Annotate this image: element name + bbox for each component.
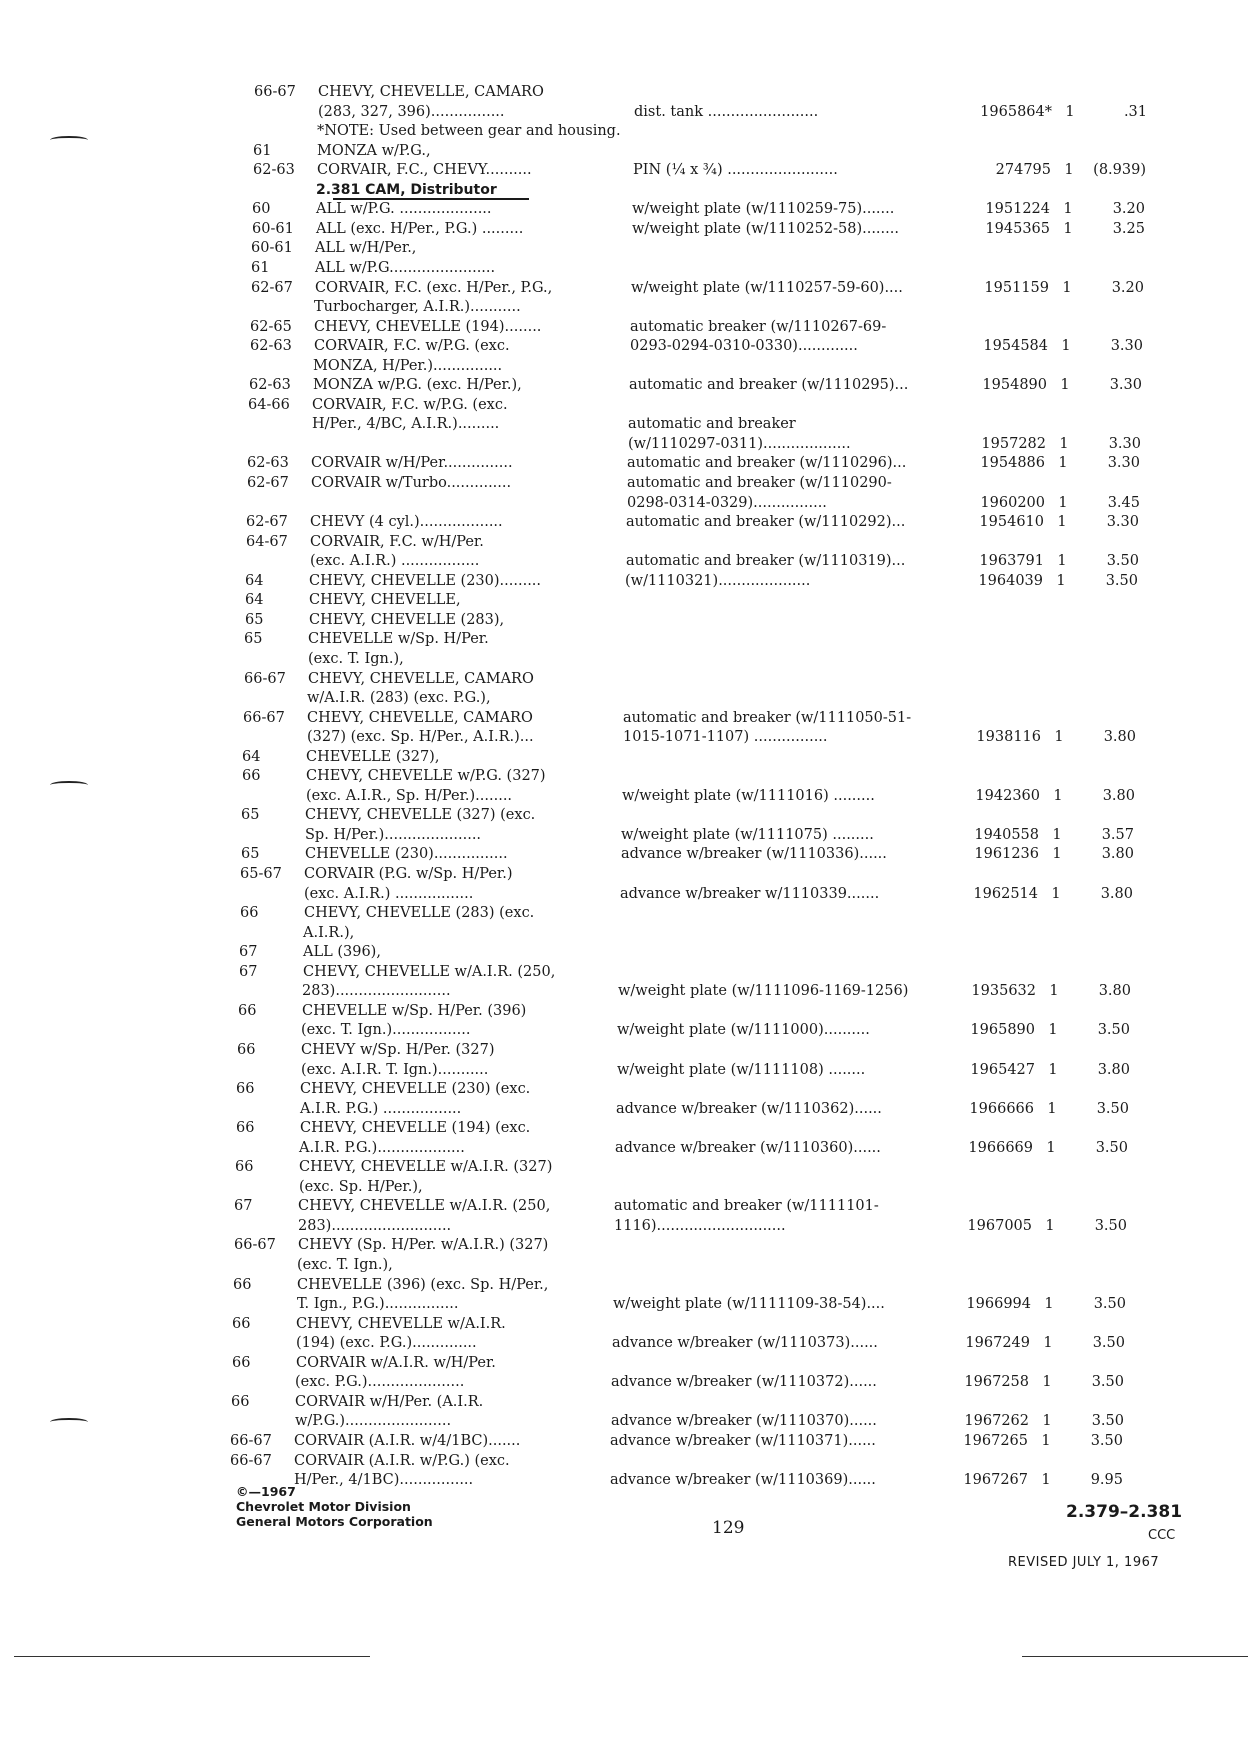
row-part-description: PIN (¼ x ¾) ........................ [633, 162, 838, 179]
row-part-description: automatic and breaker (w/1110319)... [626, 553, 906, 570]
row-description: (exc. T. Ign.), [308, 650, 404, 667]
row-price: 3.50 [1096, 1100, 1129, 1117]
row-price: 3.20 [1111, 279, 1144, 296]
row-year: 65-67 [240, 866, 282, 882]
row-price: 3.80 [1103, 729, 1136, 746]
row-part-number: 1964039 [978, 572, 1043, 589]
row-part-number: 1965427 [970, 1061, 1035, 1078]
row-price: 3.30 [1107, 455, 1140, 472]
row-description: CHEVELLE (327), [306, 748, 440, 765]
row-year: 62-67 [247, 475, 289, 491]
row-price: 3.50 [1091, 1374, 1124, 1391]
row-description: (exc. Sp. H/Per.), [299, 1178, 423, 1195]
row-part-number: 1954610 [979, 514, 1044, 531]
row-description: CHEVY, CHEVELLE, CAMARO [318, 84, 544, 100]
row-part-number: 1963791 [979, 553, 1044, 570]
row-description: CHEVELLE w/Sp. H/Per. (396) [302, 1002, 527, 1019]
row-year: 60-61 [251, 240, 293, 257]
row-price: 3.57 [1101, 826, 1134, 843]
row-quantity: 1 [1043, 1335, 1053, 1352]
row-quantity: 1 [1062, 279, 1072, 296]
row-description: w/A.I.R. (283) (exc. P.G.), [307, 690, 491, 707]
row-part-description: w/weight plate (w/1110252-58)........ [632, 220, 899, 237]
row-year: 66 [231, 1393, 250, 1410]
row-part-description: 0293-0294-0310-0330)............. [630, 338, 858, 355]
row-quantity: 1 [1058, 494, 1068, 511]
row-part-number: 1961236 [974, 846, 1039, 863]
row-description: ALL (396), [303, 944, 381, 961]
row-description: A.I.R.), [303, 924, 355, 941]
row-description: CORVAIR w/H/Per............... [311, 455, 513, 472]
row-year: 66 [232, 1354, 251, 1371]
row-price: 3.50 [1095, 1139, 1128, 1156]
row-quantity: 1 [1052, 846, 1062, 863]
row-part-number: 274795 [995, 162, 1051, 179]
row-part-number: 1967258 [964, 1374, 1029, 1391]
row-description: CORVAIR w/Turbo.............. [311, 475, 512, 491]
row-part-description: w/weight plate (w/1111108) ........ [617, 1061, 866, 1078]
row-part-description: (w/1110321).................... [625, 572, 811, 589]
row-year: 66-67 [244, 670, 286, 687]
row-price: 3.30 [1110, 338, 1143, 355]
row-part-number: 1966669 [968, 1139, 1033, 1156]
row-part-number: 1965864* [980, 103, 1052, 120]
row-year: 66 [232, 1315, 251, 1332]
row-price: 3.50 [1106, 553, 1139, 570]
row-part-number: 1938116 [976, 729, 1041, 746]
section-range: 2.379–2.381 [1066, 1502, 1183, 1522]
row-description: CHEVY, CHEVELLE w/A.I.R. [296, 1315, 506, 1332]
row-description: CHEVY, CHEVELLE (283) (exc. [304, 905, 535, 922]
row-part-description: 0298-0314-0329)................ [627, 494, 827, 511]
row-part-description: advance w/breaker (w/1110336)...... [621, 846, 887, 863]
row-quantity: 1 [1041, 1432, 1051, 1449]
row-quantity: 1 [1045, 1217, 1055, 1234]
row-year: 66-67 [254, 84, 296, 100]
row-price: 3.80 [1102, 787, 1135, 804]
row-part-description: w/weight plate (w/1110259-75)....... [632, 201, 895, 218]
row-description: CORVAIR (P.G. w/Sp. H/Per.) [304, 866, 513, 882]
page-number: 129 [712, 1518, 745, 1538]
row-part-number: 1967262 [964, 1413, 1029, 1430]
row-description: CHEVY (4 cyl.).................. [310, 514, 503, 531]
row-description: *NOTE: Used between gear and housing. [317, 123, 621, 140]
row-description: CORVAIR, F.C., CHEVY.......... [317, 162, 532, 179]
row-quantity: 1 [1052, 826, 1062, 843]
row-year: 64 [242, 748, 261, 765]
row-part-number: 1942360 [975, 787, 1040, 804]
row-quantity: 1 [1053, 787, 1063, 804]
row-description: 283).......................... [298, 1217, 452, 1234]
row-part-number: 1954584 [983, 338, 1048, 355]
row-description: A.I.R. P.G.)................... [299, 1139, 465, 1156]
row-price: 3.50 [1094, 1217, 1127, 1234]
row-year: 62-63 [249, 377, 291, 394]
row-quantity: 1 [1048, 1022, 1058, 1039]
row-part-description: automatic and breaker (w/1110295)... [629, 377, 909, 394]
row-description: w/P.G.)....................... [295, 1413, 452, 1430]
row-part-description: w/weight plate (w/1111016) ......... [622, 787, 875, 804]
row-year: 66-67 [230, 1452, 272, 1469]
row-part-description: 1015-1071-1107) ................ [623, 729, 828, 746]
row-part-number: 1965890 [970, 1022, 1035, 1039]
row-description: CHEVY, CHEVELLE (327) (exc. [305, 807, 536, 824]
row-part-number: 1940558 [974, 826, 1039, 843]
row-quantity: 1 [1063, 201, 1073, 218]
row-year: 66 [240, 905, 259, 922]
row-year: 65 [241, 807, 260, 824]
row-price: 3.30 [1109, 377, 1142, 394]
row-year: 64-66 [248, 396, 290, 413]
row-year: 64 [245, 592, 264, 609]
row-part-description: w/weight plate (w/1111096-1169-1256) [618, 983, 909, 1000]
row-price: 3.80 [1097, 1061, 1130, 1078]
revision-date: REVISED JULY 1, 1967 [1008, 1555, 1160, 1570]
row-part-number: 1967267 [963, 1472, 1028, 1489]
row-description: CHEVELLE (396) (exc. Sp. H/Per., [297, 1276, 549, 1293]
row-description: ALL w/P.G. .................... [316, 201, 492, 218]
row-price: .31 [1123, 103, 1147, 120]
row-quantity: 1 [1060, 377, 1070, 394]
row-quantity: 1 [1046, 1139, 1056, 1156]
row-year: 64 [245, 572, 264, 589]
row-description: ALL (exc. H/Per., P.G.) ......... [316, 220, 524, 237]
row-description: CHEVY, CHEVELLE (194) (exc. [300, 1120, 531, 1137]
row-description: (327) (exc. Sp. H/Per., A.I.R.)... [307, 729, 534, 746]
row-quantity: 1 [1042, 1413, 1052, 1430]
row-description: CHEVY, CHEVELLE (230)......... [309, 572, 542, 589]
row-part-description: advance w/breaker (w/1110372)...... [611, 1374, 877, 1391]
row-part-description: advance w/breaker (w/1110370)...... [611, 1413, 877, 1430]
row-description: CORVAIR w/A.I.R. w/H/Per. [296, 1354, 496, 1371]
row-description: CORVAIR, F.C. w/H/Per. [310, 533, 484, 550]
row-price: 3.50 [1093, 1296, 1126, 1313]
row-part-description: advance w/breaker w/1110339....... [620, 885, 880, 902]
row-year: 62-63 [250, 338, 292, 355]
row-part-description: automatic and breaker [628, 416, 796, 433]
row-description: CORVAIR w/H/Per. (A.I.R. [295, 1393, 484, 1410]
row-part-description: advance w/breaker (w/1110371)...... [610, 1432, 876, 1449]
row-quantity: 1 [1059, 435, 1069, 452]
row-part-description: dist. tank ........................ [634, 103, 819, 120]
row-description: CHEVY w/Sp. H/Per. (327) [301, 1041, 495, 1058]
row-year: 62-67 [246, 514, 288, 531]
table-row [0, 1470, 1224, 1492]
row-quantity: 1 [1057, 514, 1067, 531]
row-quantity: 1 [1041, 1472, 1051, 1489]
row-part-number: 1957282 [981, 435, 1046, 452]
row-description: (exc. A.I.R., Sp. H/Per.)........ [306, 787, 513, 804]
row-description: CORVAIR, F.C. (exc. H/Per., P.G., [315, 279, 553, 296]
row-description: CHEVY, CHEVELLE, CAMARO [308, 670, 534, 687]
row-year: 65 [245, 611, 264, 628]
row-part-description: (w/1110297-0311)................... [628, 435, 851, 452]
row-year: 62-67 [251, 279, 293, 296]
row-price: 3.25 [1112, 220, 1145, 237]
row-quantity: 1 [1042, 1374, 1052, 1391]
row-description: (283, 327, 396)................ [318, 103, 505, 120]
row-description: CHEVY, CHEVELLE, CAMARO [307, 709, 533, 726]
row-description: MONZA, H/Per.)............... [313, 357, 503, 374]
row-year: 66-67 [243, 709, 285, 726]
row-description: CORVAIR, F.C. w/P.G. (exc. [312, 396, 508, 413]
row-description: CHEVY, CHEVELLE w/A.I.R. (250, [298, 1198, 551, 1215]
row-description: H/Per., 4/BC, A.I.R.)......... [312, 416, 500, 433]
row-quantity: 1 [1044, 1296, 1054, 1313]
bottom-rule [14, 1656, 370, 1657]
row-part-number: 1967005 [967, 1217, 1032, 1234]
row-part-number: 1954886 [980, 455, 1045, 472]
row-description: CHEVELLE w/Sp. H/Per. [308, 631, 489, 648]
row-year: 62-63 [253, 162, 295, 179]
row-price: 3.80 [1101, 846, 1134, 863]
row-description: CHEVY, CHEVELLE (283), [309, 611, 505, 628]
row-year: 66 [236, 1081, 255, 1098]
row-part-description: automatic and breaker (w/1111050-51- [623, 709, 912, 726]
row-description: CHEVY, CHEVELLE (230) (exc. [300, 1081, 531, 1098]
row-description: CORVAIR (A.I.R. w/4/1BC)....... [294, 1432, 521, 1449]
row-year: 61 [251, 259, 270, 276]
row-part-description: automatic and breaker (w/1110290- [627, 475, 892, 491]
row-year: 67 [239, 963, 258, 980]
row-year: 66 [238, 1002, 257, 1019]
row-part-description: w/weight plate (w/1110257-59-60).... [631, 279, 903, 296]
row-year: 64-67 [246, 533, 288, 550]
row-description: Turbocharger, A.I.R.)........... [314, 299, 521, 316]
row-part-number: 1935632 [971, 983, 1036, 1000]
row-part-number: 1962514 [973, 885, 1038, 902]
row-price: 3.30 [1106, 514, 1139, 531]
row-description: CHEVY, CHEVELLE (194)........ [314, 318, 542, 335]
row-description: T. Ign., P.G.)................ [297, 1296, 459, 1313]
row-price: 3.50 [1091, 1413, 1124, 1430]
row-quantity: 1 [1058, 455, 1068, 472]
row-year: 66-67 [230, 1432, 272, 1449]
row-description: A.I.R. P.G.) ................. [300, 1100, 462, 1117]
row-part-number: 1966666 [969, 1100, 1034, 1117]
row-description: (194) (exc. P.G.).............. [296, 1335, 477, 1352]
row-part-number: 1951159 [984, 279, 1049, 296]
row-year: 65 [241, 846, 260, 863]
row-quantity: 1 [1057, 553, 1067, 570]
row-year: 66 [235, 1159, 254, 1176]
division-name: Chevrolet Motor Division [236, 1499, 411, 1514]
row-year: 65 [244, 631, 263, 648]
row-description: 283)......................... [302, 983, 451, 1000]
row-year: 67 [234, 1198, 253, 1215]
row-part-description: automatic and breaker (w/1111101- [614, 1198, 879, 1215]
bottom-rule [1022, 1656, 1248, 1657]
section-heading-underline [333, 198, 529, 200]
row-description: CHEVY, CHEVELLE w/A.I.R. (250, [303, 963, 556, 980]
catalog-code: CCC [1148, 1528, 1176, 1543]
row-quantity: 1 [1051, 885, 1061, 902]
row-description: (exc. P.G.)..................... [295, 1374, 465, 1391]
row-part-number: 1945365 [985, 220, 1050, 237]
row-price: 3.20 [1112, 201, 1145, 218]
section-heading: 2.381 CAM, Distributor [316, 181, 497, 198]
row-part-description: advance w/breaker (w/1110369)...... [610, 1472, 876, 1489]
row-part-number: 1966994 [966, 1296, 1031, 1313]
row-description: CHEVY, CHEVELLE w/A.I.R. (327) [299, 1159, 553, 1176]
row-part-description: advance w/breaker (w/1110360)...... [615, 1139, 881, 1156]
row-part-description: automatic and breaker (w/1110292)... [626, 514, 906, 531]
row-part-description: w/weight plate (w/1111075) ......... [621, 826, 874, 843]
row-price: 3.50 [1097, 1022, 1130, 1039]
row-year: 66 [236, 1120, 255, 1137]
row-quantity: 1 [1054, 729, 1064, 746]
row-description: (exc. A.I.R. T. Ign.)........... [301, 1061, 489, 1078]
row-part-description: 1116)............................ [614, 1217, 786, 1234]
copyright: ©—1967 [236, 1484, 296, 1499]
row-year: 66 [242, 768, 261, 785]
row-price: 3.80 [1098, 983, 1131, 1000]
row-year: 67 [239, 944, 258, 961]
row-description: MONZA w/P.G., [317, 142, 431, 159]
row-description: CORVAIR, F.C. w/P.G. (exc. [314, 338, 510, 355]
row-quantity: 1 [1049, 983, 1059, 1000]
row-part-description: advance w/breaker (w/1110373)...... [612, 1335, 878, 1352]
row-price: 3.50 [1090, 1432, 1123, 1449]
row-quantity: 1 [1047, 1100, 1057, 1117]
row-part-number: 1967249 [965, 1335, 1030, 1352]
corporation-name: General Motors Corporation [236, 1514, 433, 1529]
row-part-description: automatic breaker (w/1110267-69- [630, 318, 887, 335]
row-year: 62-63 [247, 455, 289, 472]
row-price: 9.95 [1090, 1472, 1123, 1489]
row-description: CHEVY, CHEVELLE w/P.G. (327) [306, 768, 546, 785]
row-part-number: 1954890 [982, 377, 1047, 394]
row-quantity: 1 [1048, 1061, 1058, 1078]
row-description: (exc. T. Ign.)................. [301, 1022, 471, 1039]
row-description: CHEVY (Sp. H/Per. w/A.I.R.) (327) [298, 1237, 549, 1254]
publisher-block [236, 1484, 433, 1529]
row-part-description: w/weight plate (w/1111000).......... [617, 1022, 870, 1039]
row-part-number: 1960200 [980, 494, 1045, 511]
row-part-number: 1951224 [985, 201, 1050, 218]
row-description: ALL w/P.G....................... [315, 259, 496, 276]
row-price: 3.50 [1105, 572, 1138, 589]
row-year: 62-65 [250, 318, 292, 335]
row-quantity: 1 [1065, 103, 1075, 120]
row-description: (exc. T. Ign.), [297, 1257, 393, 1273]
row-description: MONZA w/P.G. (exc. H/Per.), [313, 377, 522, 394]
row-quantity: 1 [1061, 338, 1071, 355]
row-quantity: 1 [1056, 572, 1066, 589]
row-description: CHEVELLE (230)................ [305, 846, 508, 863]
row-part-description: advance w/breaker (w/1110362)...... [616, 1100, 882, 1117]
row-year: 60 [252, 201, 271, 218]
row-part-number: 1967265 [963, 1432, 1028, 1449]
row-part-description: automatic and breaker (w/1110296)... [627, 455, 907, 472]
row-price: 3.45 [1107, 494, 1140, 511]
row-quantity: 1 [1064, 162, 1074, 179]
row-year: 66 [237, 1041, 256, 1058]
row-price: 3.30 [1108, 435, 1141, 452]
row-year: 60-61 [252, 220, 294, 237]
row-year: 66-67 [234, 1237, 276, 1254]
row-description: (exc. A.I.R.) ................. [304, 885, 474, 902]
row-description: CHEVY, CHEVELLE, [309, 592, 461, 609]
row-description: CORVAIR (A.I.R. w/P.G.) (exc. [294, 1452, 510, 1469]
row-quantity: 1 [1063, 220, 1073, 237]
row-price: (8.939) [1093, 162, 1146, 179]
row-year: 66 [233, 1276, 252, 1293]
row-price: 3.50 [1092, 1335, 1125, 1352]
row-description: ALL w/H/Per., [315, 240, 417, 257]
row-description: (exc. A.I.R.) ................. [310, 553, 480, 570]
row-price: 3.80 [1100, 885, 1133, 902]
row-year: 61 [253, 142, 272, 159]
row-description: Sp. H/Per.)..................... [305, 826, 482, 843]
row-description: H/Per., 4/1BC)................ [294, 1472, 474, 1489]
row-part-description: w/weight plate (w/1111109-38-54).... [613, 1296, 885, 1313]
